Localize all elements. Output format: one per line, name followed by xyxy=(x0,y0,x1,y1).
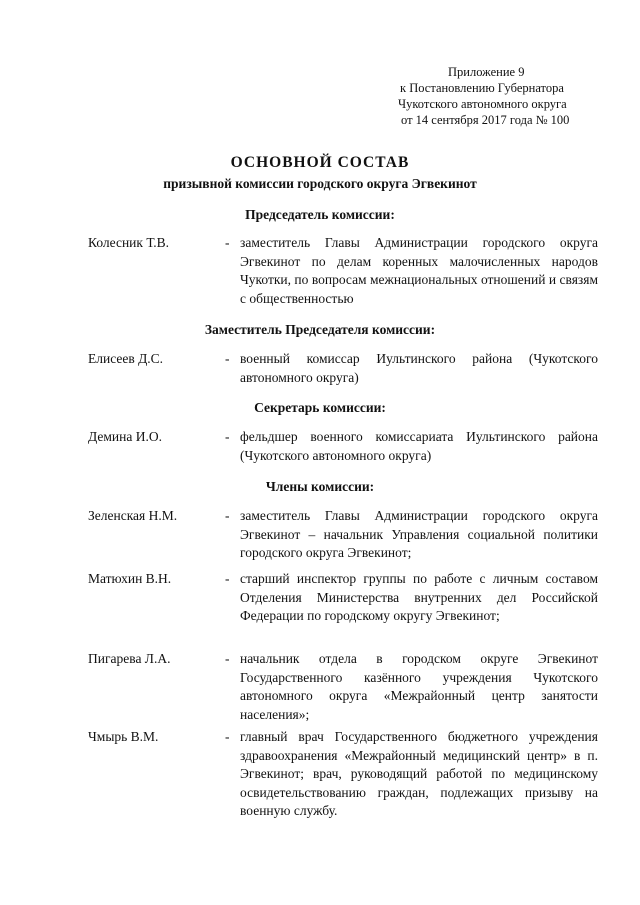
member-position: заместитель Главы Администрации городского округа Эгвекинот – начальник Управления социальной политики городского округа Эгвекинот; xyxy=(240,508,598,560)
member-name: Колесник Т.В. xyxy=(88,235,169,250)
appendix-line-4: от 14 сентября 2017 года № 100 xyxy=(401,113,570,127)
member-name: Матюхин В.Н. xyxy=(88,571,172,586)
section-heading-chairman: Председатель комиссии: xyxy=(245,207,395,222)
member-name: Пигарева Л.А. xyxy=(88,651,171,666)
member-position: фельдшер военного комиссариата Иультинского района (Чукотского автономного округа) xyxy=(240,429,598,463)
member-dash: - xyxy=(225,351,230,366)
appendix-line-1: Приложение 9 xyxy=(448,65,525,79)
member-dash: - xyxy=(225,571,230,586)
appendix-line-3: Чукотского автономного округа xyxy=(398,97,567,111)
member-name: Чмырь В.М. xyxy=(88,729,159,744)
section-heading-members: Члены комиссии: xyxy=(265,479,375,494)
section-heading-deputy: Заместитель Председателя комиссии: xyxy=(204,322,436,337)
member-position: военный комиссар Иультинского района (Чукотского автономного округа) xyxy=(240,351,598,385)
member-name: Демина И.О. xyxy=(88,429,162,444)
section-heading-secretary: Секретарь комиссии: xyxy=(254,400,386,415)
member-position: главный врач Государственного бюджетного учреждения здравоохранения «Межрайонный медицинский центр» в п. Эгвекинот; врач, руководящий работой по медицинскому освидетельствованию граждан, подлежащих призыву на военную службу. xyxy=(240,729,598,818)
document-title: ОСНОВНОЙ СОСТАВ xyxy=(230,154,410,171)
member-dash: - xyxy=(225,235,230,250)
member-position: начальник отдела в городском округе Эгвекинот Государственного казённого учреждения Чукотского автономного округа «Межрайонный центр занятости населения»; xyxy=(240,651,598,722)
member-name: Зеленская Н.М. xyxy=(88,508,178,523)
member-name: Елисеев Д.С. xyxy=(88,351,164,366)
appendix-header xyxy=(388,64,628,128)
member-position: заместитель Главы Администрации городского округа Эгвекинот по делам коренных малочисленных народов Чукотки, по вопросам межнациональных отношений и связям с общественностью xyxy=(240,235,598,306)
member-position: старший инспектор группы по работе с личным составом Отделения Министерства внутренних дел Российской Федерации по городскому округу Эгвекинот; xyxy=(240,571,598,623)
member-dash: - xyxy=(225,729,230,744)
member-dash: - xyxy=(225,651,230,666)
appendix-line-2: к Постановлению Губернатора xyxy=(400,81,564,95)
member-dash: - xyxy=(225,508,230,523)
member-dash: - xyxy=(225,429,230,444)
document-subtitle: призывной комиссии городского округа Эгвекинот xyxy=(163,176,477,191)
